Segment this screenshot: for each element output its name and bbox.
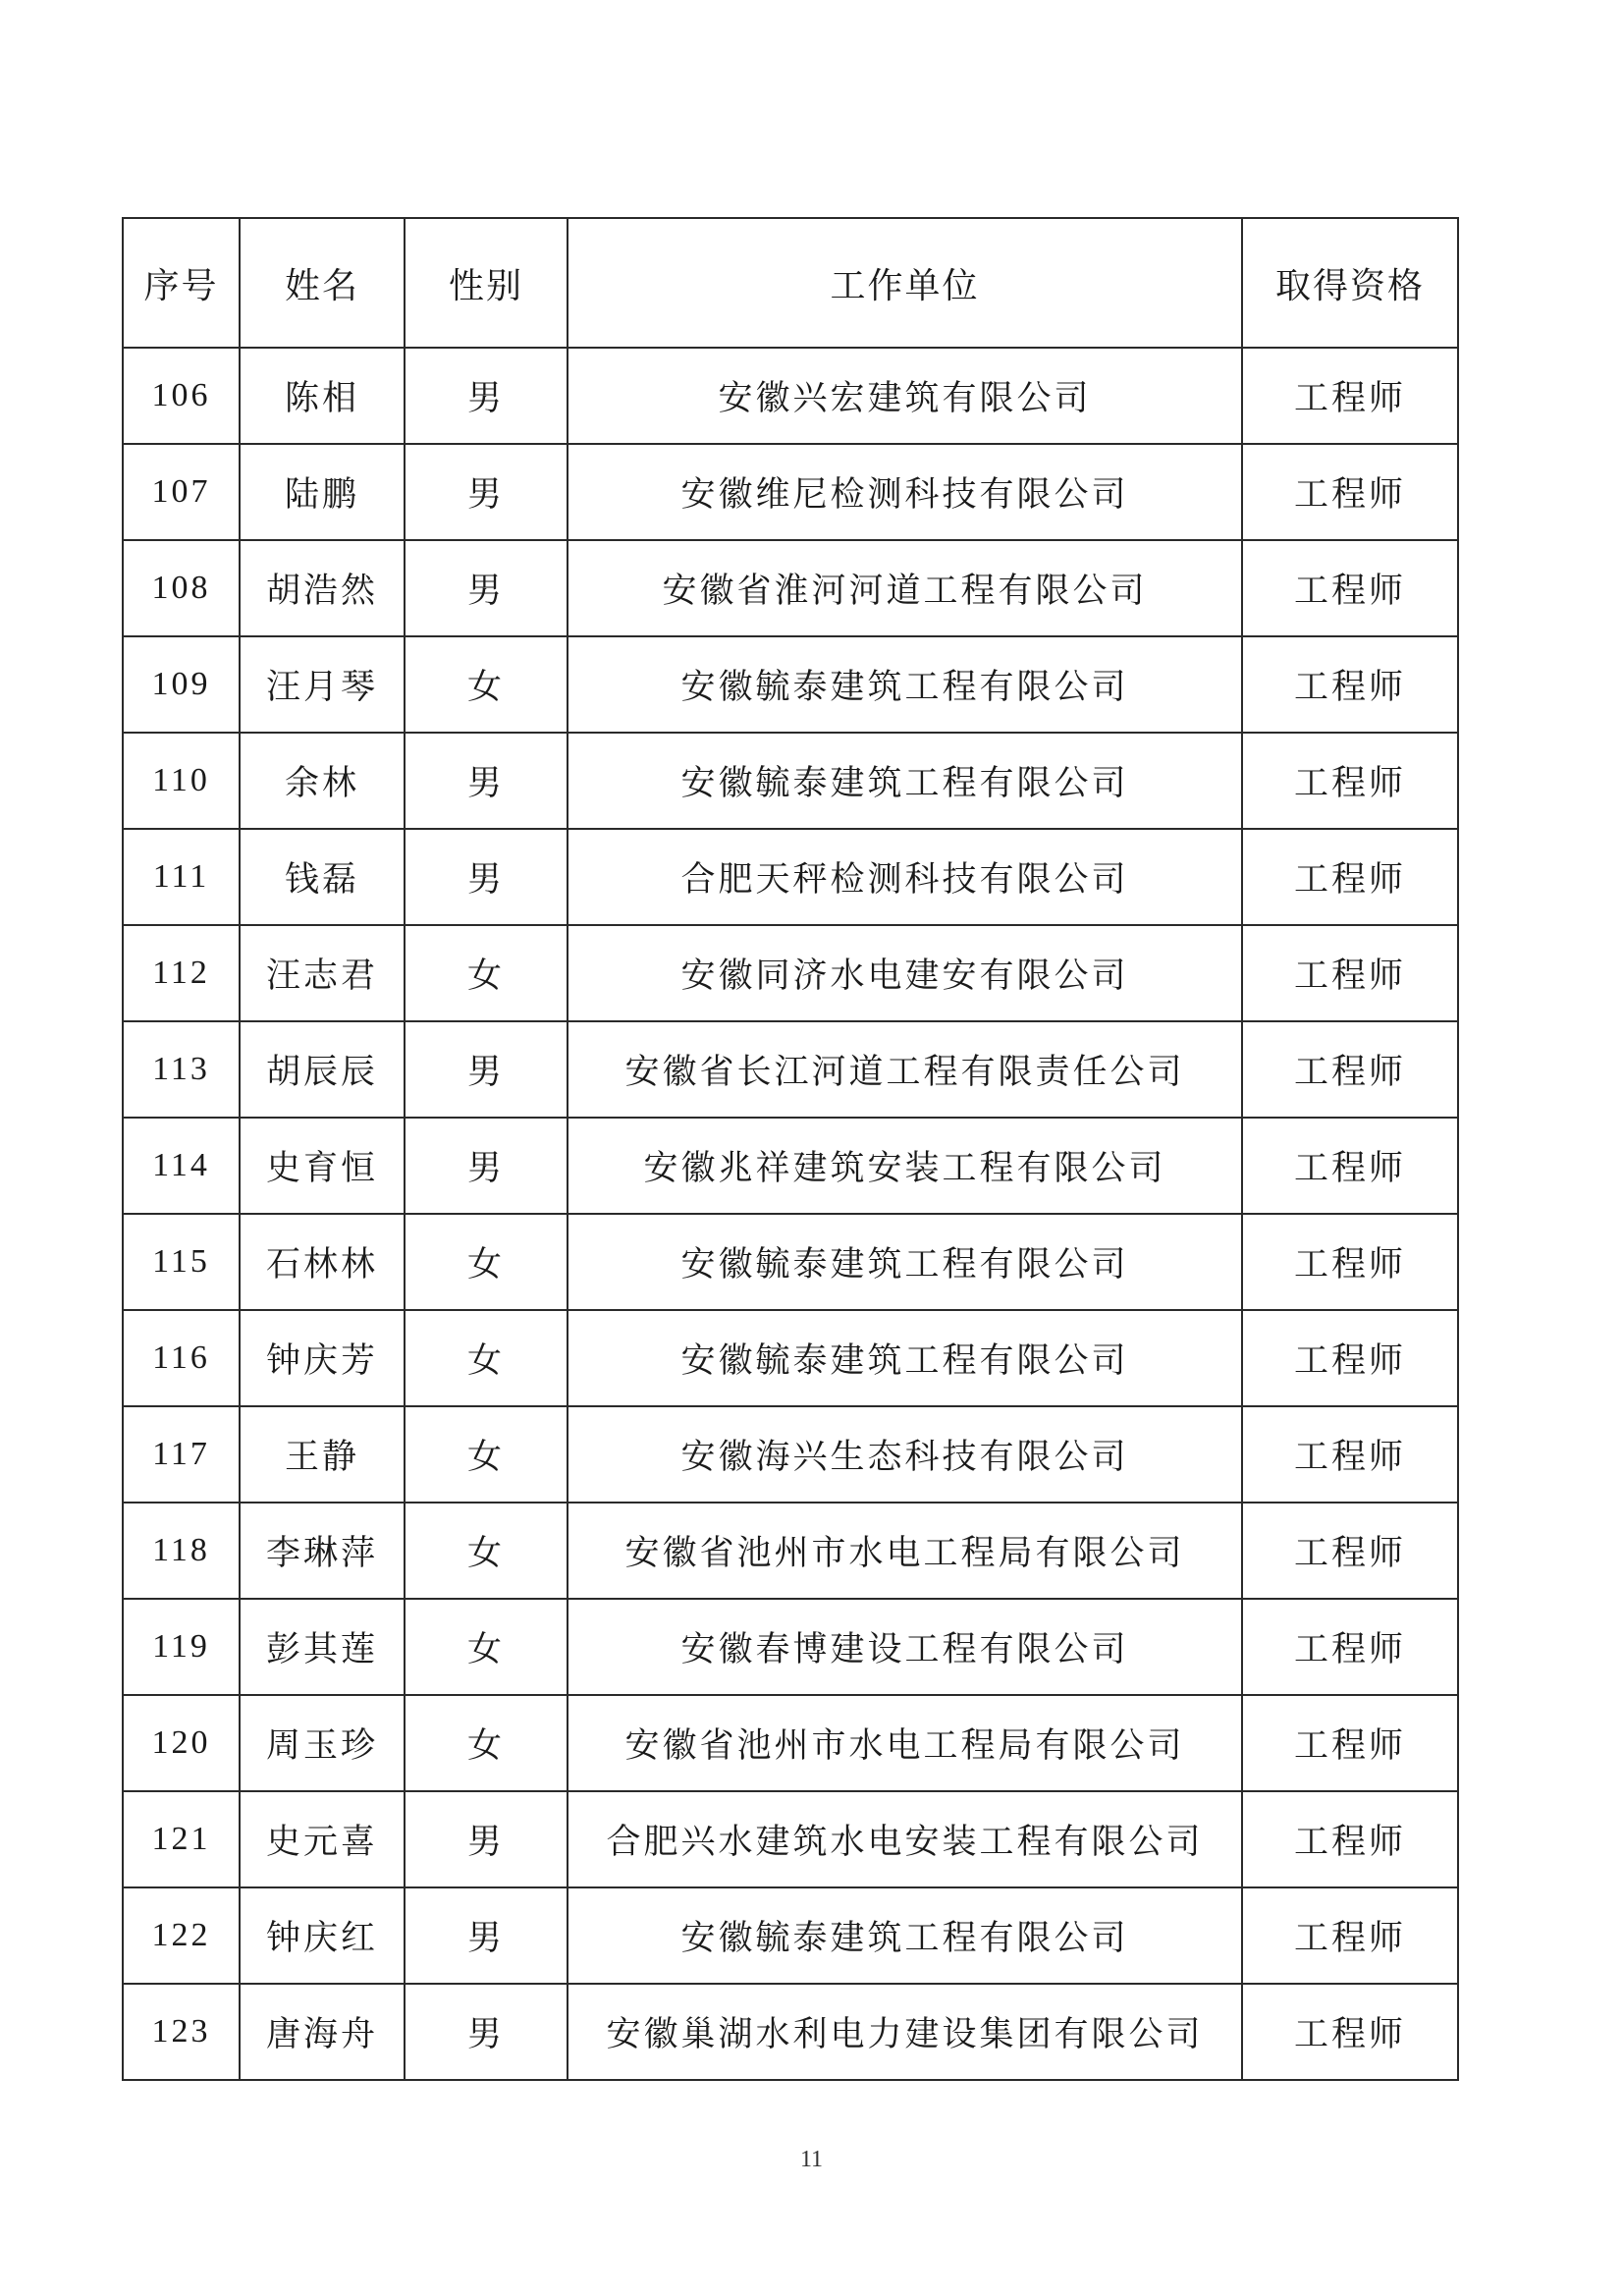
cell-unit: 安徽省池州市水电工程局有限公司: [568, 1503, 1242, 1599]
cell-qualification: 工程师: [1242, 1021, 1458, 1118]
header-seq: 序号: [123, 218, 240, 348]
table-row: [123, 1406, 1458, 1503]
cell-qualification: 工程师: [1242, 1887, 1458, 1984]
cell-unit: 安徽兴宏建筑有限公司: [568, 348, 1242, 444]
cell-unit: 安徽毓泰建筑工程有限公司: [568, 1310, 1242, 1406]
cell-qualification: 工程师: [1242, 1984, 1458, 2080]
cell-qualification: 工程师: [1242, 540, 1458, 636]
cell-seq: 108: [123, 540, 240, 636]
cell-qualification: 工程师: [1242, 1406, 1458, 1503]
cell-unit: 安徽毓泰建筑工程有限公司: [568, 733, 1242, 829]
cell-name: 唐海舟: [240, 1984, 405, 2080]
cell-gender: 女: [405, 925, 568, 1021]
cell-qualification: 工程师: [1242, 829, 1458, 925]
cell-seq: 106: [123, 348, 240, 444]
table-row: [123, 348, 1458, 444]
cell-unit: 安徽同济水电建安有限公司: [568, 925, 1242, 1021]
cell-seq: 121: [123, 1791, 240, 1887]
cell-gender: 女: [405, 636, 568, 733]
header-name: 姓名: [240, 218, 405, 348]
cell-qualification: 工程师: [1242, 1214, 1458, 1310]
cell-seq: 115: [123, 1214, 240, 1310]
cell-qualification: 工程师: [1242, 1310, 1458, 1406]
cell-gender: 男: [405, 1984, 568, 2080]
cell-seq: 112: [123, 925, 240, 1021]
cell-name: 余林: [240, 733, 405, 829]
cell-seq: 109: [123, 636, 240, 733]
cell-name: 石林林: [240, 1214, 405, 1310]
table-body: [123, 348, 1458, 2080]
qualification-table: [122, 217, 1459, 2081]
table-row: [123, 1021, 1458, 1118]
page-number: 11: [799, 2147, 824, 2172]
table-row: [123, 1310, 1458, 1406]
cell-seq: 111: [123, 829, 240, 925]
cell-gender: 男: [405, 1887, 568, 1984]
cell-qualification: 工程师: [1242, 925, 1458, 1021]
cell-name: 钱磊: [240, 829, 405, 925]
cell-qualification: 工程师: [1242, 1503, 1458, 1599]
header-qualification: 取得资格: [1242, 218, 1458, 348]
cell-name: 陆鹏: [240, 444, 405, 540]
table-row: [123, 1214, 1458, 1310]
table-row: [123, 540, 1458, 636]
cell-gender: 女: [405, 1406, 568, 1503]
cell-name: 史育恒: [240, 1118, 405, 1214]
cell-qualification: 工程师: [1242, 1599, 1458, 1695]
cell-gender: 男: [405, 1118, 568, 1214]
cell-unit: 安徽毓泰建筑工程有限公司: [568, 1887, 1242, 1984]
cell-unit: 合肥天秤检测科技有限公司: [568, 829, 1242, 925]
cell-gender: 男: [405, 1021, 568, 1118]
cell-name: 汪月琴: [240, 636, 405, 733]
cell-unit: 安徽省淮河河道工程有限公司: [568, 540, 1242, 636]
table-row: [123, 1118, 1458, 1214]
table-row: [123, 1503, 1458, 1599]
cell-seq: 117: [123, 1406, 240, 1503]
cell-seq: 120: [123, 1695, 240, 1791]
table-row: [123, 733, 1458, 829]
cell-seq: 118: [123, 1503, 240, 1599]
table-row: [123, 829, 1458, 925]
cell-gender: 男: [405, 444, 568, 540]
table-row: [123, 1984, 1458, 2080]
cell-name: 彭其莲: [240, 1599, 405, 1695]
cell-gender: 女: [405, 1310, 568, 1406]
cell-gender: 女: [405, 1503, 568, 1599]
header-unit: 工作单位: [568, 218, 1242, 348]
cell-gender: 女: [405, 1695, 568, 1791]
table-row: [123, 925, 1458, 1021]
cell-name: 王静: [240, 1406, 405, 1503]
cell-unit: 安徽春博建设工程有限公司: [568, 1599, 1242, 1695]
cell-unit: 安徽毓泰建筑工程有限公司: [568, 636, 1242, 733]
table-row: [123, 1887, 1458, 1984]
cell-name: 李琳萍: [240, 1503, 405, 1599]
table-header-row: [123, 218, 1458, 348]
cell-name: 史元喜: [240, 1791, 405, 1887]
cell-seq: 114: [123, 1118, 240, 1214]
cell-qualification: 工程师: [1242, 733, 1458, 829]
cell-seq: 107: [123, 444, 240, 540]
table-row: [123, 1599, 1458, 1695]
cell-gender: 男: [405, 733, 568, 829]
cell-qualification: 工程师: [1242, 1695, 1458, 1791]
cell-name: 钟庆红: [240, 1887, 405, 1984]
cell-seq: 122: [123, 1887, 240, 1984]
header-gender: 性别: [405, 218, 568, 348]
cell-gender: 男: [405, 829, 568, 925]
cell-unit: 安徽维尼检测科技有限公司: [568, 444, 1242, 540]
cell-qualification: 工程师: [1242, 444, 1458, 540]
cell-qualification: 工程师: [1242, 348, 1458, 444]
cell-qualification: 工程师: [1242, 1118, 1458, 1214]
table-row: [123, 1695, 1458, 1791]
cell-unit: 安徽兆祥建筑安装工程有限公司: [568, 1118, 1242, 1214]
cell-qualification: 工程师: [1242, 1791, 1458, 1887]
cell-name: 胡辰辰: [240, 1021, 405, 1118]
cell-unit: 安徽巢湖水利电力建设集团有限公司: [568, 1984, 1242, 2080]
cell-gender: 男: [405, 1791, 568, 1887]
cell-unit: 合肥兴水建筑水电安装工程有限公司: [568, 1791, 1242, 1887]
cell-seq: 116: [123, 1310, 240, 1406]
cell-gender: 女: [405, 1214, 568, 1310]
cell-name: 汪志君: [240, 925, 405, 1021]
cell-seq: 119: [123, 1599, 240, 1695]
table-row: [123, 1791, 1458, 1887]
cell-name: 钟庆芳: [240, 1310, 405, 1406]
cell-name: 陈相: [240, 348, 405, 444]
cell-seq: 110: [123, 733, 240, 829]
cell-unit: 安徽省池州市水电工程局有限公司: [568, 1695, 1242, 1791]
cell-name: 胡浩然: [240, 540, 405, 636]
cell-gender: 男: [405, 348, 568, 444]
cell-gender: 男: [405, 540, 568, 636]
cell-qualification: 工程师: [1242, 636, 1458, 733]
table-row: [123, 636, 1458, 733]
cell-name: 周玉珍: [240, 1695, 405, 1791]
cell-gender: 女: [405, 1599, 568, 1695]
table-row: [123, 444, 1458, 540]
cell-unit: 安徽省长江河道工程有限责任公司: [568, 1021, 1242, 1118]
cell-unit: 安徽海兴生态科技有限公司: [568, 1406, 1242, 1503]
cell-seq: 123: [123, 1984, 240, 2080]
cell-seq: 113: [123, 1021, 240, 1118]
cell-unit: 安徽毓泰建筑工程有限公司: [568, 1214, 1242, 1310]
